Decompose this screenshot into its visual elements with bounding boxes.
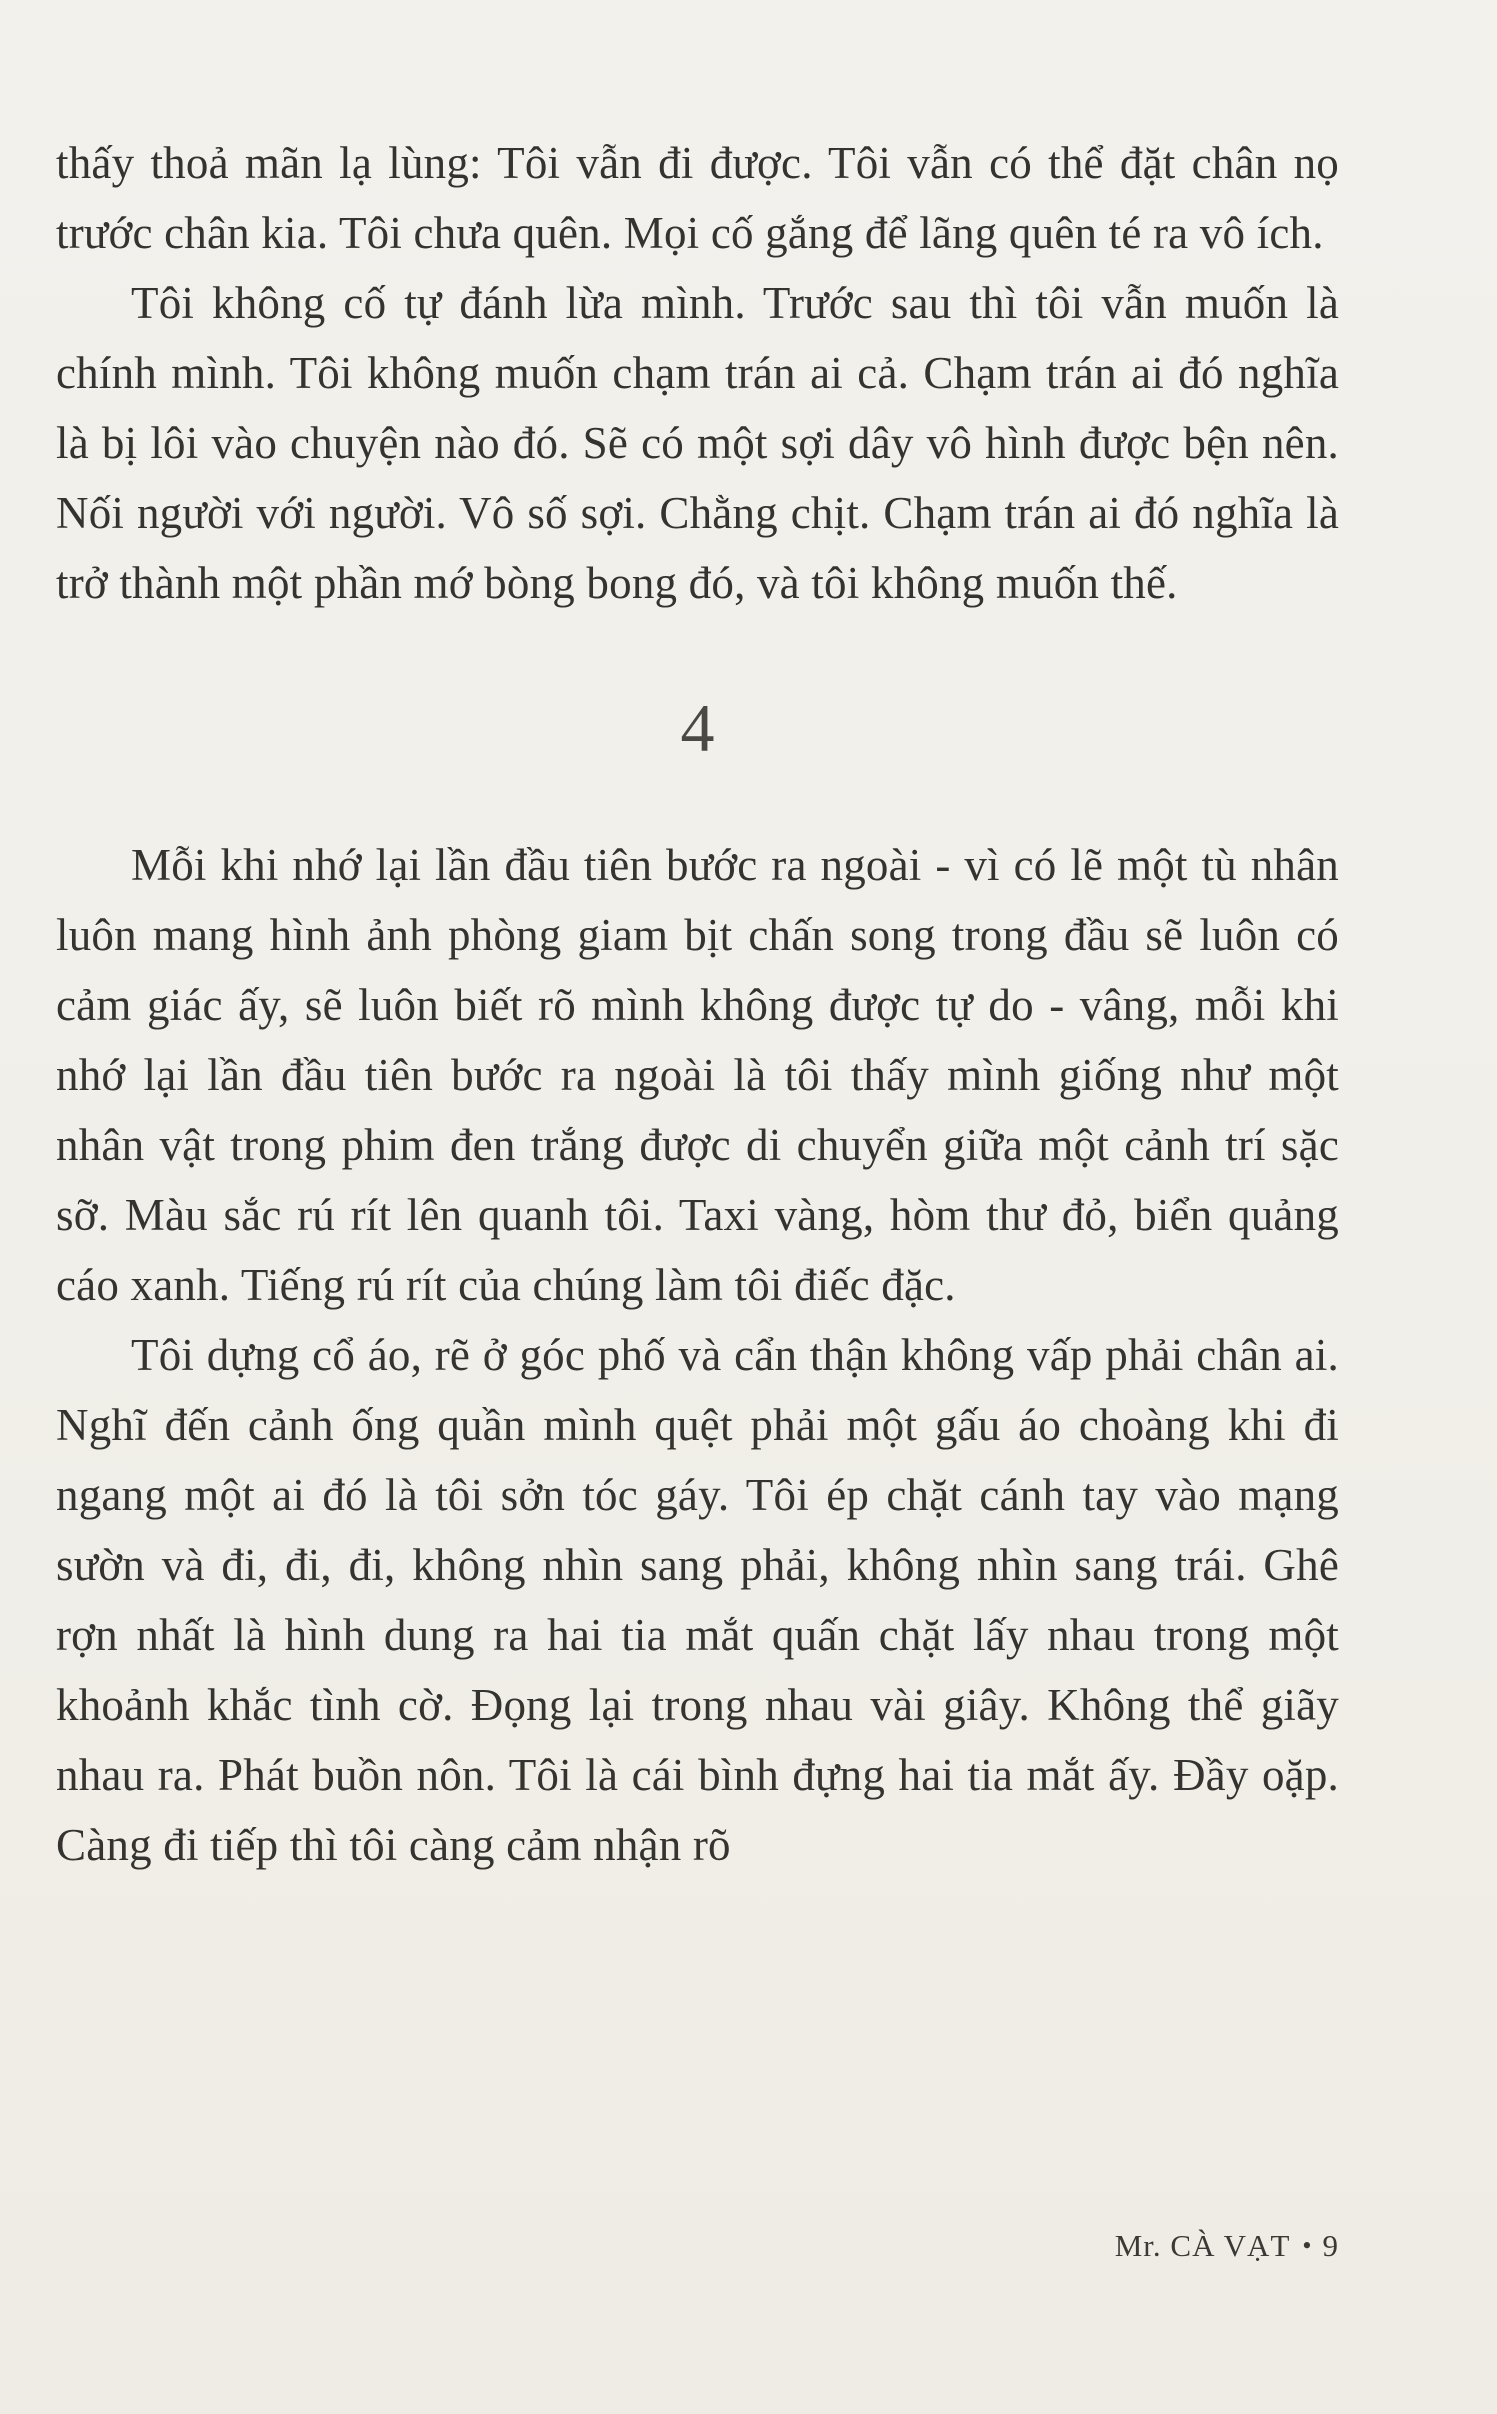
paragraph: Mỗi khi nhớ lại lần đầu tiên bước ra ngoài - vì có lẽ một tù nhân luôn mang hình ảnh phòng giam bịt chấn song trong đầu sẽ luôn có cảm giác ấy, sẽ luôn biết rõ mình không được tự do - vâng, mỗi khi nhớ lại lần đầu tiên bước ra ngoài là tôi thấy mình giống như một nhân vật trong phim đen trắng được di chuyển giữa một cảnh trí sặc sỡ. Màu sắc rú rít lên quanh tôi. Taxi vàng, hòm thư đỏ, biển quảng cáo xanh. Tiếng rú rít của chúng làm tôi điếc đặc. [56,840,1339,1310]
footer-bullet: • [1302,2231,1313,2260]
paragraph: Tôi dựng cổ áo, rẽ ở góc phố và cẩn thận không vấp phải chân ai. Nghĩ đến cảnh ống quần mình quệt phải một gấu áo choàng khi đi ngang một ai đó là tôi sởn tóc gáy. Tôi ép chặt cánh tay vào mạng sườn và đi, đi, đi, không nhìn sang phải, không nhìn sang trái. Ghê rợn nhất là hình dung ra hai tia mắt quấn chặt lấy nhau trong một khoảnh khắc tình cờ. Đọng lại trong nhau vài giây. Không thể giãy nhau ra. Phát buồn nôn. Tôi là cái bình đựng hai tia mắt ấy. Đầy oặp. Càng đi tiếp thì tôi càng cảm nhận rõ [56,1330,1339,1870]
paragraph: Tôi không cố tự đánh lừa mình. Trước sau thì tôi vẫn muốn là chính mình. Tôi không muốn chạm trán ai cả. Chạm trán ai đó nghĩa là bị lôi vào chuyện nào đó. Sẽ có một sợi dây vô hình được bện nên. Nối người với người. Vô số sợi. Chằng chịt. Chạm trán ai đó nghĩa là trở thành một phần mớ bòng bong đó, và tôi không muốn thế. [56,278,1339,608]
page-number: 9 [1322,2228,1339,2263]
book-title: Mr. CÀ VẠT [1114,2228,1291,2263]
paragraph-continued: thấy thoả mãn lạ lùng: Tôi vẫn đi được. Tôi vẫn có thể đặt chân nọ trước chân kia. Tôi chưa quên. Mọi cố gắng để lãng quên té ra vô ích. [56,138,1339,258]
page-footer [56,2228,1339,2264]
chapter-number-heading: 4 [680,690,715,766]
